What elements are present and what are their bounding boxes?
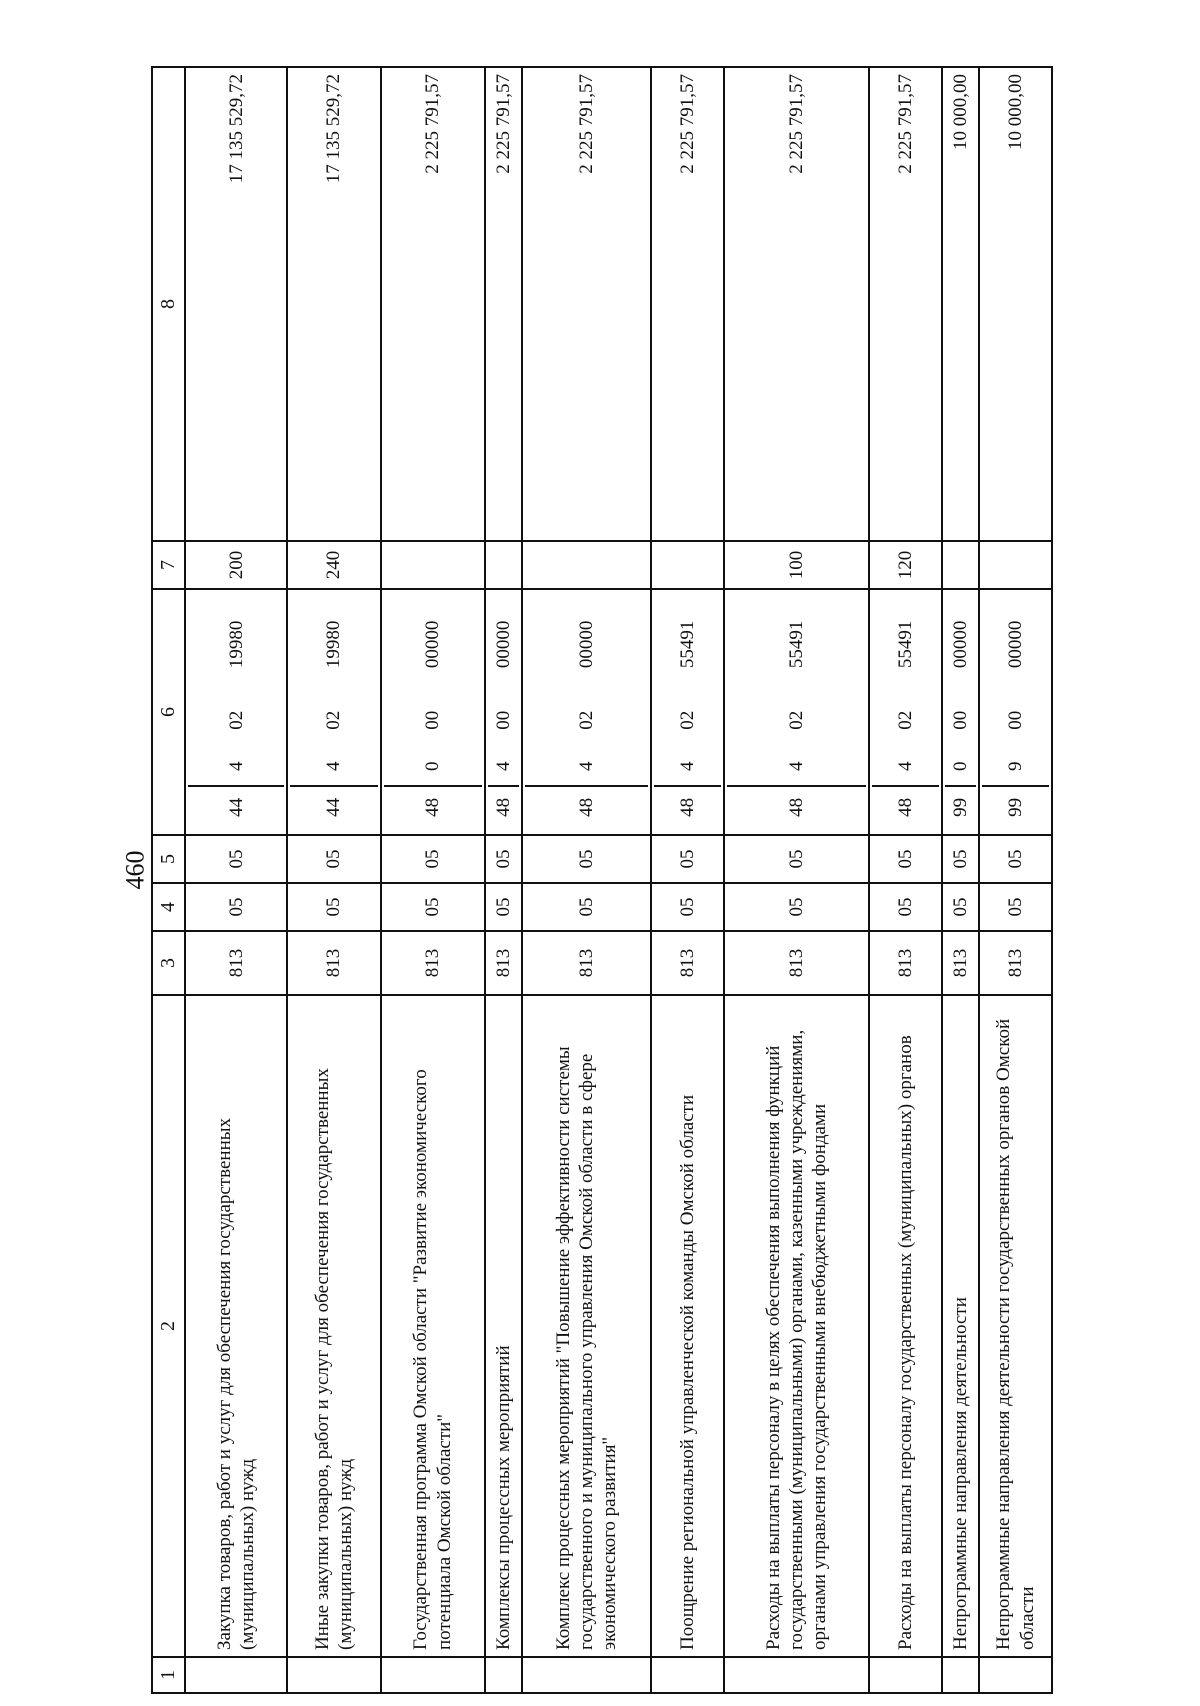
expense-type-cell: 120 [869,541,942,589]
row-name-cell: Непрограммные направления деятельности государственных органов Омской области [979,995,1052,1657]
subsection-code-cell: 05 [185,835,287,883]
subsection-code-cell: 05 [287,835,381,883]
target-code-grid [982,596,1049,828]
target-code-part: 02 [323,710,345,730]
target-code-cell [185,589,287,835]
admin-code-cell: 813 [485,931,522,995]
column-header: 6 [152,589,185,835]
column-header: 5 [152,835,185,883]
page-number: 460 [120,850,150,890]
target-code-part: 4 [575,761,597,771]
target-code-part: 00000 [575,620,597,669]
amount-cell: 10 000,00 [979,67,1052,541]
target-code-part: 02 [676,710,698,730]
row-number-cell [522,1657,651,1693]
target-code-part: 0 [422,761,443,771]
target-code-part: 55491 [785,620,807,669]
target-code-part: 4 [323,761,345,771]
admin-code-cell: 813 [522,931,651,995]
expense-type-cell [979,541,1052,589]
section-code-cell: 05 [485,883,522,931]
subsection-code-cell: 05 [869,835,942,883]
row-name-cell: Расходы на выплаты персоналу государственных (муниципальных) органов [869,995,942,1657]
target-code-grid [525,596,648,828]
target-code-part: 4 [225,761,247,771]
subsection-code-cell: 05 [942,835,979,883]
target-code-part: 02 [894,710,916,730]
target-code-part: 9 [1005,761,1026,771]
row-name-cell: Закупка товаров, работ и услуг для обеспечения государственных (муниципальных) нужд [185,995,287,1657]
target-code-part: 00 [949,710,971,730]
expense-type-cell: 240 [287,541,381,589]
target-code-part: 00000 [422,620,443,669]
amount-cell: 2 225 791,57 [869,67,942,541]
target-code-cell [287,589,381,835]
target-code-part: 00000 [1005,620,1026,669]
table-row [869,67,942,1693]
table-row [651,67,724,1693]
rotated-table-wrapper [151,68,1053,1694]
admin-code-cell: 813 [942,931,979,995]
row-name-cell: Иные закупки товаров, работ и услуг для обеспечения государственных (муниципальных) нужд [287,995,381,1657]
row-name-cell: Непрограммные направления деятельности [942,995,979,1657]
subsection-code-cell: 05 [485,835,522,883]
target-code-part: 48 [384,785,482,828]
target-code-part: 99 [982,785,1049,828]
target-code-part: 00 [492,710,514,730]
admin-code-cell: 813 [381,931,485,995]
section-code-cell: 05 [724,883,869,931]
table-row [979,67,1052,1693]
target-code-grid [727,596,866,828]
target-code-part: 4 [676,761,698,771]
target-code-part: 99 [945,785,976,828]
target-code-cell [522,589,651,835]
target-code-part: 44 [290,785,378,828]
expense-type-cell: 100 [724,541,869,589]
table-row [287,67,381,1693]
expense-type-cell [651,541,724,589]
table-row [381,67,485,1693]
subsection-code-cell: 05 [651,835,724,883]
table-row [942,67,979,1693]
target-code-part: 19980 [323,620,345,669]
column-header: 1 [152,1657,185,1693]
amount-cell: 2 225 791,57 [522,67,651,541]
target-code-grid [872,596,939,828]
row-number-cell [869,1657,942,1693]
target-code-part: 0 [949,761,971,771]
target-code-part: 4 [894,761,916,771]
target-code-part: 55491 [894,620,916,669]
target-code-part: 19980 [225,620,247,669]
target-code-cell [724,589,869,835]
section-code-cell: 05 [979,883,1052,931]
row-name-cell: Комплекс процессных мероприятий "Повышение эффективности системы государственного и муниципального управления Омской области в сфере экономического развития" [522,995,651,1657]
target-code-cell [979,589,1052,835]
row-name-cell: Государственная программа Омской области "Развитие экономического потенциала Омской области" [381,995,485,1657]
target-code-cell [381,589,485,835]
target-code-part: 4 [785,761,807,771]
section-code-cell: 05 [869,883,942,931]
row-number-cell [979,1657,1052,1693]
row-number-cell [485,1657,522,1693]
table-row [724,67,869,1693]
target-code-part: 00 [1005,710,1026,730]
target-code-grid [945,596,976,828]
column-header: 2 [152,995,185,1657]
section-code-cell: 05 [381,883,485,931]
table-row [485,67,522,1693]
column-header: 4 [152,883,185,931]
target-code-part: 00000 [492,620,514,669]
subsection-code-cell: 05 [522,835,651,883]
admin-code-cell: 813 [651,931,724,995]
header-row [152,67,185,1693]
amount-cell: 2 225 791,57 [381,67,485,541]
target-code-cell [485,589,522,835]
column-header: 3 [152,931,185,995]
subsection-code-cell: 05 [381,835,485,883]
table-row [185,67,287,1693]
target-code-part: 48 [654,785,721,828]
expense-type-cell [522,541,651,589]
target-code-part: 02 [575,710,597,730]
amount-cell: 17 135 529,72 [287,67,381,541]
admin-code-cell: 813 [724,931,869,995]
row-number-cell [381,1657,485,1693]
column-header: 7 [152,541,185,589]
target-code-part: 48 [525,785,648,828]
target-code-grid [188,596,284,828]
expense-type-cell [942,541,979,589]
subsection-code-cell: 05 [724,835,869,883]
column-header: 8 [152,67,185,541]
row-name-cell: Комплексы процессных мероприятий [485,995,522,1657]
table-row [522,67,651,1693]
section-code-cell: 05 [185,883,287,931]
target-code-part: 55491 [676,620,698,669]
section-code-cell: 05 [522,883,651,931]
admin-code-cell: 813 [185,931,287,995]
section-code-cell: 05 [942,883,979,931]
target-code-part: 4 [492,761,514,771]
target-code-cell [651,589,724,835]
expense-type-cell [381,541,485,589]
target-code-grid [488,596,519,828]
expense-type-cell [485,541,522,589]
target-code-part: 02 [785,710,807,730]
expense-type-cell: 200 [185,541,287,589]
target-code-part: 48 [872,785,939,828]
target-code-part: 00 [422,710,443,730]
admin-code-cell: 813 [979,931,1052,995]
row-name-cell: Поощрение региональной управленческой команды Омской области [651,995,724,1657]
target-code-part: 02 [225,710,247,730]
target-code-part: 44 [188,785,284,828]
amount-cell: 10 000,00 [942,67,979,541]
row-number-cell [651,1657,724,1693]
target-code-grid [654,596,721,828]
row-number-cell [185,1657,287,1693]
target-code-grid [384,596,482,828]
amount-cell: 2 225 791,57 [485,67,522,541]
admin-code-cell: 813 [869,931,942,995]
target-code-part: 48 [727,785,866,828]
target-code-cell [942,589,979,835]
row-number-cell [724,1657,869,1693]
admin-code-cell: 813 [287,931,381,995]
section-code-cell: 05 [287,883,381,931]
budget-table [151,66,1053,1694]
amount-cell: 17 135 529,72 [185,67,287,541]
target-code-cell [869,589,942,835]
amount-cell: 2 225 791,57 [724,67,869,541]
target-code-part: 00000 [949,620,971,669]
row-name-cell: Расходы на выплаты персоналу в целях обеспечения выполнения функций государственными (муниципальными) органами, казенными учреждениями, органами управления государственными внебюджетными фондами [724,995,869,1657]
section-code-cell: 05 [651,883,724,931]
target-code-part: 48 [488,785,519,828]
target-code-grid [290,596,378,828]
subsection-code-cell: 05 [979,835,1052,883]
row-number-cell [287,1657,381,1693]
row-number-cell [942,1657,979,1693]
amount-cell: 2 225 791,57 [651,67,724,541]
